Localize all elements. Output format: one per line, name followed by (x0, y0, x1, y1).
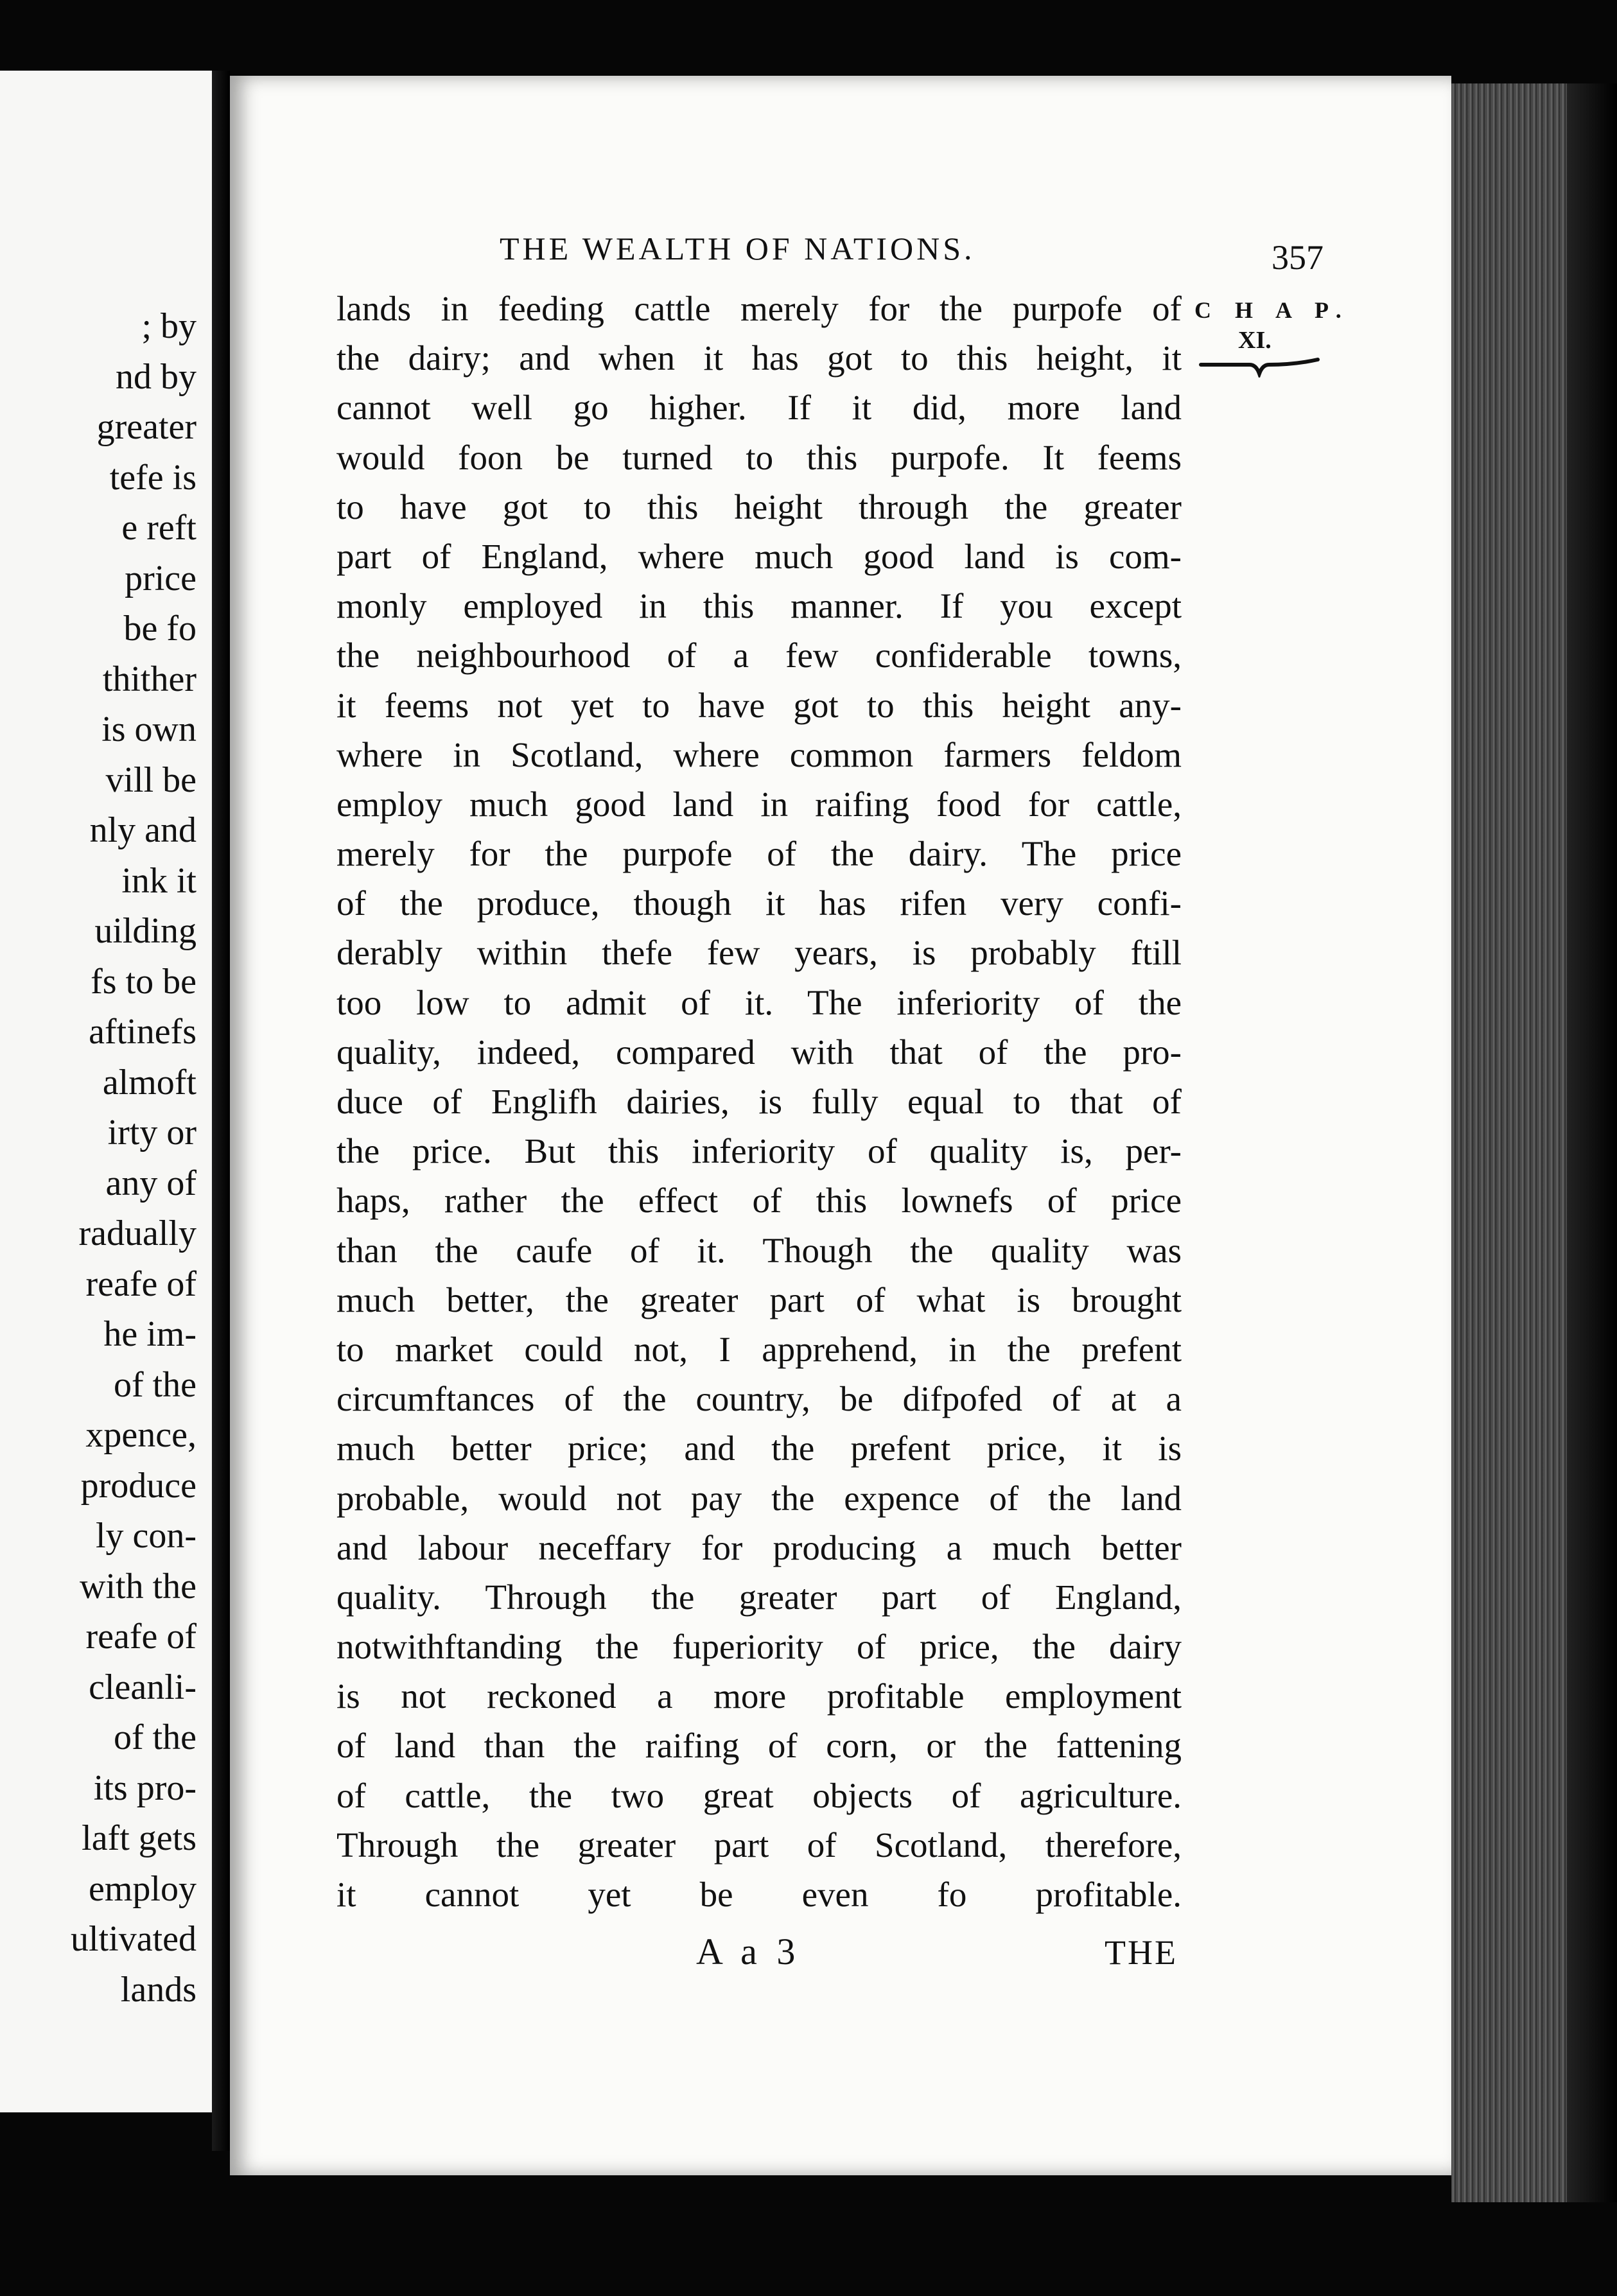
left-page-fragment: cleanli- (89, 1667, 197, 1707)
text-line: quality, indeed, compared with that of the pro- (337, 1032, 1182, 1072)
text-line: Through the greater part of Scotland, therefore, (337, 1825, 1182, 1865)
catchword: THE (1105, 1933, 1178, 1972)
text-line: and labour neceffary for producing a much better (337, 1527, 1182, 1567)
left-page-fragment: any of (105, 1163, 197, 1203)
left-page-fragment: its pro- (93, 1768, 197, 1808)
text-line: to market could not, I apprehend, in the prefent (337, 1329, 1182, 1369)
text-line: employ much good land in raifing food for cattle, (337, 784, 1182, 824)
text-line: merely for the purpofe of the dairy. The price (337, 834, 1182, 874)
chapter-brace-ornament (1198, 352, 1320, 378)
left-page-fragment: tefe is (109, 457, 197, 498)
text-line: it feems not yet to have got to this height any- (337, 685, 1182, 725)
left-page-fragment: greater (96, 407, 197, 447)
signature-mark: A a 3 (696, 1931, 801, 1972)
left-page-fragment: ink it (121, 860, 197, 901)
text-line: where in Scotland, where common farmers feldom (337, 735, 1182, 774)
text-line: part of England, where much good land is com- (337, 536, 1182, 576)
text-line: monly employed in this manner. If you except (337, 586, 1182, 626)
left-page-fragment: reafe of (85, 1264, 197, 1304)
text-line: would foon be turned to this purpofe. It feems (337, 437, 1182, 477)
text-line: it cannot yet be even fo profitable. (337, 1875, 1182, 1914)
text-line: of cattle, the two great objects of agriculture. (337, 1775, 1182, 1815)
left-page-fragment: nd by (116, 356, 197, 397)
left-page-fragment: reafe of (85, 1617, 197, 1657)
text-line: too low to admit of it. The inferiority of the (337, 982, 1182, 1022)
left-facing-page (0, 71, 212, 2112)
left-page-fragment: of the (113, 1718, 197, 1757)
book-gutter (212, 71, 230, 2151)
left-page-fragment: e reft (121, 508, 197, 548)
page-edges-shadow (1567, 83, 1617, 2202)
left-page-fragment: thither (102, 659, 197, 699)
text-line: duce of Englifh dairies, is fully equal to that of (337, 1082, 1182, 1121)
left-page-fragment: laft gets (82, 1818, 197, 1858)
left-page-fragment: almoft (102, 1062, 197, 1102)
text-line: of land than the raifing of corn, or the fattening (337, 1726, 1182, 1766)
left-page-fragment: with the (80, 1566, 197, 1606)
left-page-fragment: price (125, 558, 197, 598)
running-head: THE WEALTH OF NATIONS. (500, 230, 975, 266)
text-line: much better, the greater part of what is brought (337, 1280, 1182, 1319)
left-page-fragment: vill be (105, 760, 197, 800)
left-page-fragment: nly and (89, 810, 197, 850)
left-page-fragment: is own (101, 709, 197, 749)
left-page-fragment: ly con- (95, 1516, 197, 1556)
left-page-fragment: aftinefs (89, 1012, 197, 1052)
text-line: haps, rather the effect of this lownefs of price (337, 1181, 1182, 1221)
text-line: the price. But this inferiority of quality is, per- (337, 1131, 1182, 1171)
left-page-fragment: ; by (141, 306, 197, 346)
chapter-label: C H A P. (1194, 297, 1350, 323)
left-page-fragment: uilding (94, 911, 197, 951)
left-page-fragment: xpence, (85, 1415, 197, 1455)
text-line: than the caufe of it. Though the quality was (337, 1230, 1182, 1270)
left-page-fragment: produce (80, 1465, 197, 1506)
left-page-fragment: lands (120, 1969, 197, 2010)
text-line: the neighbourhood of a few confiderable towns, (337, 636, 1182, 675)
text-line: much better price; and the prefent price, it is (337, 1429, 1182, 1468)
text-line: lands in feeding cattle merely for the purpofe of (337, 289, 1182, 328)
left-page-fragment: radually (78, 1213, 197, 1253)
text-line: the dairy; and when it has got to this height, it (337, 338, 1182, 378)
text-line: notwithftanding the fuperiority of price, the dairy (337, 1627, 1182, 1667)
left-page-fragment: ultivated (71, 1919, 197, 1959)
left-page-fragment: of the (113, 1364, 197, 1405)
page-number: 357 (1272, 238, 1324, 277)
text-line: cannot well go higher. If it did, more land (337, 388, 1182, 428)
body-text (337, 284, 1182, 1919)
text-line: is not reckoned a more profitable employment (337, 1676, 1182, 1716)
chapter-number: XI. (1238, 327, 1272, 354)
left-page-fragment: he im- (103, 1314, 197, 1354)
text-line: of the produce, though it has rifen very confi- (337, 883, 1182, 923)
left-page-fragment: employ (89, 1868, 197, 1909)
left-page-fragment: be fo (123, 609, 197, 648)
text-line: circumftances of the country, be difpofed of at a (337, 1379, 1182, 1419)
text-line: probable, would not pay the expence of the land (337, 1478, 1182, 1518)
text-line: derably within thefe few years, is probably ftill (337, 933, 1182, 973)
left-page-fragment: irty or (107, 1113, 197, 1152)
text-line: to have got to this height through the greater (337, 487, 1182, 526)
left-page-fragment: fs to be (91, 961, 197, 1002)
text-line: quality. Through the greater part of England, (337, 1577, 1182, 1617)
page-edges (1451, 83, 1567, 2202)
